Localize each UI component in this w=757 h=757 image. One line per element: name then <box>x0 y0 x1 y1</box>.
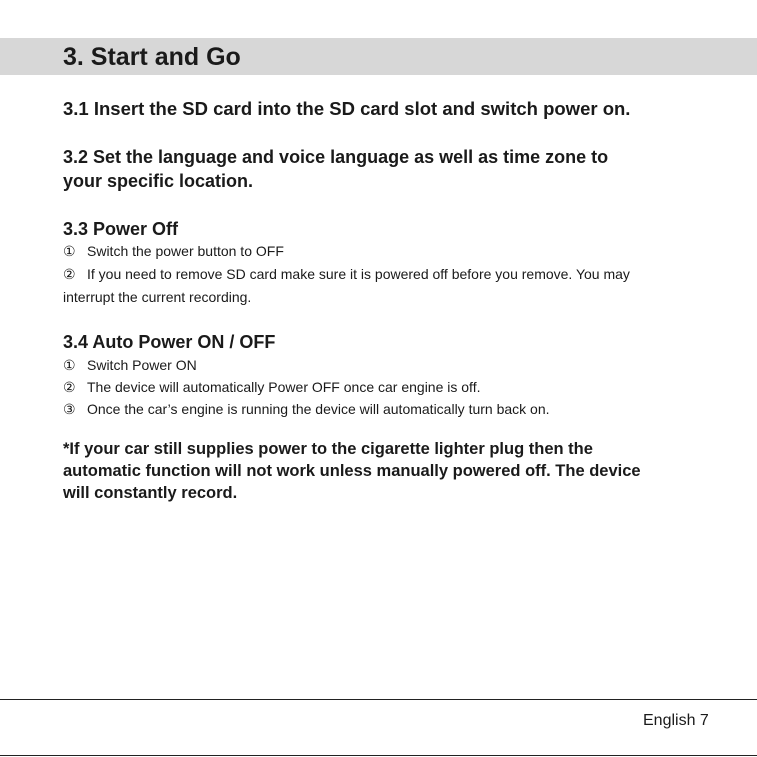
item-marker: ① <box>63 243 76 259</box>
footer-bottom-rule <box>0 755 757 756</box>
note-line: *If your car still supplies power to the cigarette lighter plug then the <box>63 440 593 458</box>
section-3-2-heading-line1: 3.2 Set the language and voice language as well as time zone to <box>63 147 609 167</box>
section-3-3-heading: 3.3 Power Off <box>63 219 179 239</box>
section-3-4-heading: 3.4 Auto Power ON / OFF <box>63 332 276 352</box>
note-line: will constantly record. <box>63 484 238 502</box>
item-marker: ② <box>63 266 76 282</box>
list-item <box>63 264 630 284</box>
page-number: English 7 <box>643 712 709 729</box>
list-item <box>63 399 550 419</box>
item-continuation: interrupt the current recording. <box>63 289 252 305</box>
item-text: If you need to remove SD card make sure it is powered off before you remove. You may <box>87 266 630 282</box>
item-text: The device will automatically Power OFF once car engine is off. <box>87 379 481 395</box>
footer-top-rule <box>0 699 757 700</box>
list-item <box>63 241 284 261</box>
item-marker: ③ <box>63 401 76 417</box>
item-marker: ① <box>63 357 76 373</box>
item-text: Switch the power button to OFF <box>87 243 284 259</box>
list-item <box>63 377 480 397</box>
item-marker: ② <box>63 379 76 395</box>
item-text: Switch Power ON <box>87 357 197 373</box>
item-text: Once the car’s engine is running the device will automatically turn back on. <box>87 401 550 417</box>
page-title: 3. Start and Go <box>63 43 241 71</box>
note-line: automatic function will not work unless manually powered off. The device <box>63 462 641 480</box>
list-item <box>63 355 197 375</box>
warning-note <box>63 438 723 504</box>
section-3-1-heading: 3.1 Insert the SD card into the SD card slot and switch power on. <box>63 98 631 119</box>
section-3-2-heading-line2: your specific location. <box>63 171 254 191</box>
